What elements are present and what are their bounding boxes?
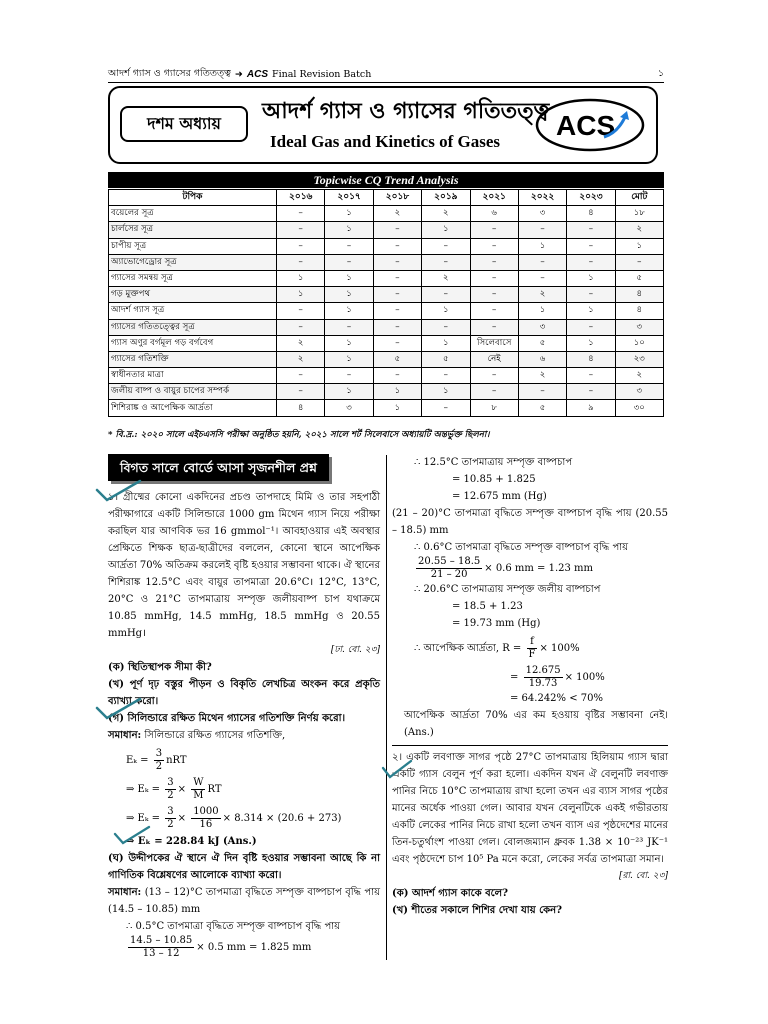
r-line-13: আপেক্ষিক আর্দ্রতা 70% এর কম হওয়ায় বৃষ্টির সম্ভাবনা নেই। (Ans.) <box>404 710 668 738</box>
question-1c: (গ) সিলিন্ডারে রক্ষিত মিথেন গ্যাসের গতিশক্তি নির্ণয় করো। <box>108 713 346 724</box>
trend-value-cell: ১ <box>325 384 373 400</box>
trend-value-cell: ১ <box>325 351 373 367</box>
trend-topic-cell: গ্যাস অণুর বর্গমূল গড় বর্গবেগ <box>109 335 277 351</box>
trend-value-cell: – <box>518 384 566 400</box>
trend-value-cell: ১ <box>422 303 470 319</box>
question-divider <box>392 745 668 746</box>
trend-value-cell: ১ <box>518 238 566 254</box>
trend-header-cell: ২০২২ <box>518 190 566 206</box>
trend-value-cell: ৫ <box>615 270 663 286</box>
trend-value-cell: – <box>373 368 421 384</box>
trend-value-cell: – <box>373 222 421 238</box>
trend-value-cell: – <box>470 384 518 400</box>
trend-value-cell: ১ <box>325 303 373 319</box>
trend-topic-cell: বয়েলের সূত্র <box>109 206 277 222</box>
trend-value-cell: ৫ <box>373 351 421 367</box>
question-1-citation: [ঢা. বো. ২৩] <box>330 645 380 655</box>
r10-lhs: ∴ আপেক্ষিক আর্দ্রতা, R = <box>414 643 522 654</box>
chapter-banner <box>108 86 658 164</box>
trend-topic-cell: গ্যাসের গতিতত্ত্বের সূত্র <box>109 319 277 335</box>
trend-value-cell: – <box>470 319 518 335</box>
trend-value-cell: – <box>277 222 325 238</box>
trend-header-cell: ২০২১ <box>470 190 518 206</box>
trend-value-cell: – <box>567 368 615 384</box>
trend-value-cell: ১ <box>325 206 373 222</box>
trend-value-cell: ২ <box>277 351 325 367</box>
trend-value-cell: – <box>277 206 325 222</box>
chapter-title-bn: আদর্শ গ্যাস ও গ্যাসের গতিতত্ত্ব <box>262 98 550 124</box>
trend-value-cell: ১ <box>422 222 470 238</box>
trend-value-cell: ১ <box>422 335 470 351</box>
r-line-9: = 19.73 mm (Hg) <box>452 618 541 629</box>
page-number: ১ <box>657 67 664 79</box>
trend-row <box>109 254 664 270</box>
sol-d3-den: 13 – 12 <box>142 948 180 959</box>
eq3-fraction-2 <box>191 806 220 831</box>
trend-value-cell: ১ <box>325 222 373 238</box>
trend-topic-cell: চাপীয় সূত্র <box>109 238 277 254</box>
eq3-fraction-1 <box>165 806 175 831</box>
r10-den: F <box>528 649 536 660</box>
trend-value-cell: ১ <box>373 400 421 416</box>
question-2-citation: [রা. বো. ২৩] <box>618 871 668 881</box>
trend-value-cell: – <box>373 287 421 303</box>
r11-den: 19.73 <box>528 678 558 689</box>
trend-row <box>109 335 664 351</box>
trend-value-cell: – <box>470 303 518 319</box>
trend-value-cell: ৫ <box>518 335 566 351</box>
eq1-num: 3 <box>155 748 163 759</box>
trend-value-cell: ৩ <box>325 400 373 416</box>
r11-fraction <box>524 665 563 690</box>
r-line-12: = 64.242% < 70% <box>510 693 604 704</box>
trend-value-cell: ১ <box>277 270 325 286</box>
running-head <box>108 66 664 83</box>
trend-value-cell: ৩০ <box>615 400 663 416</box>
trend-value-cell: ১ <box>567 303 615 319</box>
r6-fraction <box>416 556 482 581</box>
trend-value-cell: ১ <box>615 238 663 254</box>
arrow-icon: ➜ <box>234 68 243 80</box>
trend-value-cell: – <box>422 254 470 270</box>
trend-value-cell: – <box>422 368 470 384</box>
trend-value-cell: – <box>470 287 518 303</box>
question-2b: (খ) শীতের সকালে শিশির দেখা যায় কেন? <box>392 905 562 916</box>
trend-row <box>109 222 664 238</box>
trend-value-cell: ৬ <box>518 351 566 367</box>
trend-value-cell: ২ <box>422 206 470 222</box>
trend-row <box>109 351 664 367</box>
trend-value-cell: ৫ <box>518 400 566 416</box>
trend-row <box>109 238 664 254</box>
eq1-lhs: Eₖ = <box>126 755 149 766</box>
trend-value-cell: ৩ <box>615 384 663 400</box>
r-line-7: ∴ 20.6°C তাপমাত্রায় সম্পৃক্ত জলীয় বাষ্পচাপ <box>414 584 601 595</box>
solution-d-line-3 <box>108 935 380 960</box>
solution-c-intro <box>108 727 380 744</box>
trend-value-cell: – <box>470 368 518 384</box>
trend-title: Topicwise CQ Trend Analysis <box>108 172 664 188</box>
trend-value-cell: – <box>325 238 373 254</box>
trend-topic-cell: আদর্শ গ্যাস সূত্র <box>109 303 277 319</box>
r-line-11 <box>392 665 668 690</box>
trend-value-cell: – <box>277 303 325 319</box>
trend-value-cell: ২ <box>518 368 566 384</box>
eq2-num1: 3 <box>167 777 174 788</box>
trend-value-cell: – <box>615 254 663 270</box>
trend-row <box>109 270 664 286</box>
sol-d3-num: 14.5 – 10.85 <box>130 935 193 946</box>
eq2-den1: 2 <box>167 790 174 801</box>
trend-value-cell: – <box>277 238 325 254</box>
solution-d-line-1 <box>108 884 380 918</box>
trend-topic-cell: গ্যাসের সমন্বয় সূত্র <box>109 270 277 286</box>
trend-value-cell: ১ <box>567 335 615 351</box>
trend-row <box>109 400 664 416</box>
trend-value-cell: – <box>373 238 421 254</box>
r11-lhs: = <box>510 672 519 683</box>
question-1b: (খ) পূর্ণ দৃঢ় বস্তুর পীড়ন ও বিকৃতি লেখচিত্র অংকন করে প্রকৃতি ব্যাখ্যা করো। <box>108 679 380 707</box>
trend-row <box>109 287 664 303</box>
trend-value-cell: ৪ <box>615 303 663 319</box>
r11-num: 12.675 <box>525 665 561 676</box>
r6-rhs: × 0.6 mm = 1.23 mm <box>484 563 594 574</box>
r11-rhs: × 100% <box>564 672 605 683</box>
r-line-8: = 18.5 + 1.23 <box>452 601 523 612</box>
r6-num: 20.55 – 18.5 <box>418 556 481 567</box>
trend-value-cell: – <box>567 287 615 303</box>
r10-num: f <box>527 636 538 649</box>
trend-value-cell: ৪ <box>277 400 325 416</box>
trend-row <box>109 303 664 319</box>
solution-d-text-1: (13 – 12)°C তাপমাত্রা বৃদ্ধিতে সম্পৃক্ত বাষ্পচাপ বৃদ্ধি পায় (14.5 – 10.85) mm <box>108 887 380 915</box>
solution-label: সমাধান: <box>108 730 142 741</box>
trend-value-cell: – <box>325 368 373 384</box>
question-1d: (ঘ) উদ্দীপকের ঐ স্থানে ঐ দিন বৃষ্টি হওয়ার সম্ভাবনা আছে কি না গাণিতিক বিশ্লেষণের আলোকে ব্যাখ্যা করো। <box>108 853 380 881</box>
trend-value-cell: ২ <box>518 287 566 303</box>
trend-value-cell: – <box>422 319 470 335</box>
trend-value-cell: ১০ <box>615 335 663 351</box>
trend-value-cell: – <box>567 254 615 270</box>
trend-header-cell: ২০১৬ <box>277 190 325 206</box>
question-1-stem: ১। গ্রীষ্মের কোনো একদিনের প্রচণ্ড তাপদাহে মিমি ও তার সহপাঠী পরীক্ষাগারে একটি সিলিন্ডারে 1000 gm মিথেন গ্যাস নিয়ে পরীক্ষা করছিল যার আণবিক ভর 16 gmmol⁻¹। আবহাওয়ার এই অবস্থার প্রেক্ষিতে শিক্ষক ছাত্র-ছাত্রীদের বললেন, কোনো স্থানে আপেক্ষিক আর্দ্রতা 70% অতিক্রম করলেই বৃষ্টি হওয়ার সম্ভাবনা থাকে। ঐ স্থানের শিশিরাঙ্ক 12.5°C এবং বায়ুর তাপমাত্রা 20.6°C। 12°C, 13°C, 20°C ও 21°C তাপমাত্রায় সম্পৃক্ত জলীয়বাষ্প চাপ যথাক্রমে 10.85 mmHg, 14.5 mmHg, 18.5 mmHg ও 20.55 mmHg। <box>108 492 380 639</box>
trend-value-cell: – <box>373 270 421 286</box>
right-column <box>392 454 668 919</box>
trend-value-cell: – <box>373 254 421 270</box>
r-line-4: (21 – 20)°C তাপমাত্রা বৃদ্ধিতে সম্পৃক্ত বাষ্পচাপ বৃদ্ধি পায় (20.55 – 18.5) mm <box>392 508 668 536</box>
trend-value-cell: ৪ <box>615 287 663 303</box>
trend-header-cell: ২০১৭ <box>325 190 373 206</box>
trend-value-cell: ৩ <box>518 319 566 335</box>
trend-value-cell: ৩ <box>615 319 663 335</box>
eq2-rhs: RT <box>207 784 222 795</box>
trend-row <box>109 368 664 384</box>
left-column <box>108 454 380 960</box>
equation-1 <box>126 748 380 773</box>
trend-value-cell: – <box>277 254 325 270</box>
equation-4: ⇒ Eₖ = 228.84 kJ (Ans.) <box>126 836 257 847</box>
trend-value-cell: ২ <box>373 206 421 222</box>
solution-d-line-2: ∴ 0.5°C তাপমাত্রা বৃদ্ধিতে সম্পৃক্ত বাষ্পচাপ বৃদ্ধি পায় <box>126 921 341 932</box>
trend-value-cell: ১ <box>518 303 566 319</box>
trend-row <box>109 384 664 400</box>
brand-mark: ACS <box>246 68 269 80</box>
r10-fraction <box>527 636 538 661</box>
eq3-rhs: × 8.314 × (20.6 + 273) <box>222 813 342 824</box>
trend-value-cell: – <box>518 270 566 286</box>
trend-value-cell: সিলেবাসে <box>470 335 518 351</box>
r-line-1: ∴ 12.5°C তাপমাত্রায় সম্পৃক্ত বাষ্পচাপ <box>414 457 573 468</box>
checkmark-icon <box>94 478 144 504</box>
eq2-lhs: ⇒ Eₖ = <box>126 784 161 795</box>
trend-value-cell: ১ <box>422 384 470 400</box>
trend-value-cell: – <box>567 384 615 400</box>
checkmark-icon <box>112 824 152 846</box>
eq3-den1: 2 <box>167 819 174 830</box>
trend-value-cell: – <box>422 287 470 303</box>
eq3-num1: 3 <box>167 806 174 817</box>
trend-topic-cell: অ্যাভোগেড্রোর সূত্র <box>109 254 277 270</box>
trend-value-cell: ২ <box>615 368 663 384</box>
trend-value-cell: ১ <box>325 270 373 286</box>
trend-topic-cell: গ্যাসের গতিশক্তি <box>109 351 277 367</box>
trend-value-cell: ২ <box>422 270 470 286</box>
chapter-number: দশম অধ্যায় <box>120 106 248 142</box>
eq3-num2: 1000 <box>193 806 219 817</box>
sol-d3-rhs: × 0.5 mm = 1.825 mm <box>196 942 312 953</box>
eq2-den2: M <box>193 790 204 801</box>
trend-value-cell: ৪ <box>567 351 615 367</box>
eq2-fraction-2 <box>191 777 205 802</box>
trend-value-cell: – <box>470 270 518 286</box>
trend-value-cell: – <box>277 319 325 335</box>
r-line-5: ∴ 0.6°C তাপমাত্রা বৃদ্ধিতে সম্পৃক্ত বাষ্পচাপ বৃদ্ধি পায় <box>414 542 629 553</box>
r-line-3: = 12.675 mm (Hg) <box>452 491 547 502</box>
trend-value-cell: ২ <box>277 335 325 351</box>
trend-row <box>109 206 664 222</box>
r-line-6 <box>392 556 668 581</box>
trend-header-cell: ২০২৩ <box>567 190 615 206</box>
trend-value-cell: – <box>373 335 421 351</box>
trend-value-cell: – <box>567 222 615 238</box>
trend-value-cell: – <box>277 384 325 400</box>
trend-header-cell: ২০১৯ <box>422 190 470 206</box>
checkmark-icon <box>380 758 414 780</box>
trend-topic-cell: গড় মুক্তপথ <box>109 287 277 303</box>
checkmark-icon <box>94 696 144 722</box>
trend-topic-cell: জলীয় বাষ্প ও বায়ুর চাপের সম্পর্ক <box>109 384 277 400</box>
column-divider <box>386 455 387 960</box>
trend-value-cell: ১ <box>373 384 421 400</box>
trend-value-cell: – <box>422 400 470 416</box>
equation-3: ⇒ Eₖ = $\frac{3}{2}$ × $\frac{1000}{16}$ × 8.314 × (20.6 + 273) <box>126 806 342 830</box>
section-heading: বিগত সালে বোর্ডে আসা সৃজনশীল প্রশ্ন <box>108 454 329 481</box>
sol-d3-fraction <box>128 935 194 960</box>
logo-text: ACS <box>556 110 616 141</box>
trend-value-cell: – <box>277 368 325 384</box>
trend-table <box>108 189 664 417</box>
eq1-fraction <box>154 748 164 773</box>
trend-value-cell: ১ <box>325 287 373 303</box>
eq3-lhs: ⇒ Eₖ = <box>126 813 161 824</box>
trend-value-cell: ৪ <box>567 206 615 222</box>
r10-rhs: × 100% <box>539 643 580 654</box>
trend-value-cell: ১৮ <box>615 206 663 222</box>
trend-row <box>109 319 664 335</box>
trend-value-cell: – <box>518 222 566 238</box>
trend-value-cell: ১ <box>277 287 325 303</box>
trend-value-cell: – <box>567 319 615 335</box>
trend-value-cell: – <box>470 222 518 238</box>
trend-value-cell: – <box>422 238 470 254</box>
solution-c-text: সিলিন্ডারে রক্ষিত গ্যাসের গতিশক্তি, <box>144 730 286 741</box>
trend-value-cell: ১ <box>325 335 373 351</box>
trend-value-cell: ৩ <box>518 206 566 222</box>
trend-value-cell: ৬ <box>470 206 518 222</box>
trend-topic-cell: চার্লসের সূত্র <box>109 222 277 238</box>
trend-value-cell: – <box>518 254 566 270</box>
trend-value-cell: ৮ <box>470 400 518 416</box>
trend-value-cell: – <box>325 319 373 335</box>
trend-value-cell: – <box>470 254 518 270</box>
acs-logo <box>534 97 646 153</box>
trend-topic-cell: শিশিরাঙ্ক ও আপেক্ষিক আর্দ্রতা <box>109 400 277 416</box>
trend-value-cell: – <box>567 238 615 254</box>
eq3-den2: 16 <box>199 819 213 830</box>
trend-value-cell: – <box>373 303 421 319</box>
chapter-title-en: Ideal Gas and Kinetics of Gases <box>270 132 500 151</box>
running-head-chapter: আদর্শ গ্যাস ও গ্যাসের গতিতত্ত্ব <box>108 67 231 79</box>
trend-value-cell: – <box>325 254 373 270</box>
trend-topic-cell: স্বাধীনতার মাত্রা <box>109 368 277 384</box>
trend-value-cell: – <box>373 319 421 335</box>
trend-value-cell: ২ <box>615 222 663 238</box>
trend-value-cell: ৯ <box>567 400 615 416</box>
question-2-stem: ২। একটি লবণাক্ত সাগর পৃষ্ঠে 27°C তাপমাত্রায় হিলিয়াম গ্যাস দ্বারা একটি গ্যাস বেলুন পূর্ণ করা হলো। একদিন যখন ঐ বেলুনটি লবণাক্ত পানির নিচে 10°C তাপমাত্রায় রাখা হলো তখন এর ব্যাস সাগর পৃষ্ঠের মানের অর্ধেক পাওয়া গেল। আবার যখন বেলুনটিকে একই গভীরতায় একটি লেকের পানির নিচে রাখা হলো তখন ব্যাস এর পৃষ্ঠদেশের মানের তিন-চতুর্থাংশ পাওয়া গেল। বোলজম্যান ধ্রুবক 1.38 × 10⁻²³ JK⁻¹ এবং পৃষ্ঠদেশে চাপ 10⁵ Pa মনে করো, লেকের সর্বত্র তাপমাত্রা সমান। <box>392 752 668 865</box>
trend-header-cell: মোট <box>615 190 663 206</box>
r-line-2: = 10.85 + 1.825 <box>452 474 536 485</box>
trend-value-cell: ১ <box>567 270 615 286</box>
eq2-num2: W <box>193 777 204 788</box>
trend-value-cell: ৫ <box>422 351 470 367</box>
trend-header-row <box>109 190 664 206</box>
question-2a: (ক) আদর্শ গ্যাস কাকে বলে? <box>392 888 508 899</box>
eq1-den: 2 <box>155 761 163 772</box>
trend-body <box>109 206 664 416</box>
trend-value-cell: নেই <box>470 351 518 367</box>
eq1-rhs: nRT <box>166 755 187 766</box>
solution-d-label: সমাধান: <box>108 887 142 898</box>
equation-2: ⇒ Eₖ = $\frac{3}{2}$ × $\frac{W}{M}$ RT <box>126 777 222 801</box>
footnote: * বি.দ্র.: ২০২০ সালে এইচএসসি পরীক্ষা অনুষ্ঠিত হয়নি, ২০২১ সালে শর্ট সিলেবাসে অধ্যায়টি অন্তর্ভুক্ত ছিলনা। <box>108 430 490 440</box>
r-line-10 <box>392 636 668 661</box>
trend-header-cell: টপিক <box>109 190 277 206</box>
r6-den: 21 – 20 <box>430 569 468 580</box>
question-1a: (ক) স্থিতিস্থাপক সীমা কী? <box>108 662 212 673</box>
trend-header-cell: ২০১৮ <box>373 190 421 206</box>
trend-value-cell: ২৩ <box>615 351 663 367</box>
batch-label: Final Revision Batch <box>272 68 372 80</box>
trend-value-cell: – <box>470 238 518 254</box>
eq2-fraction-1 <box>165 777 175 802</box>
